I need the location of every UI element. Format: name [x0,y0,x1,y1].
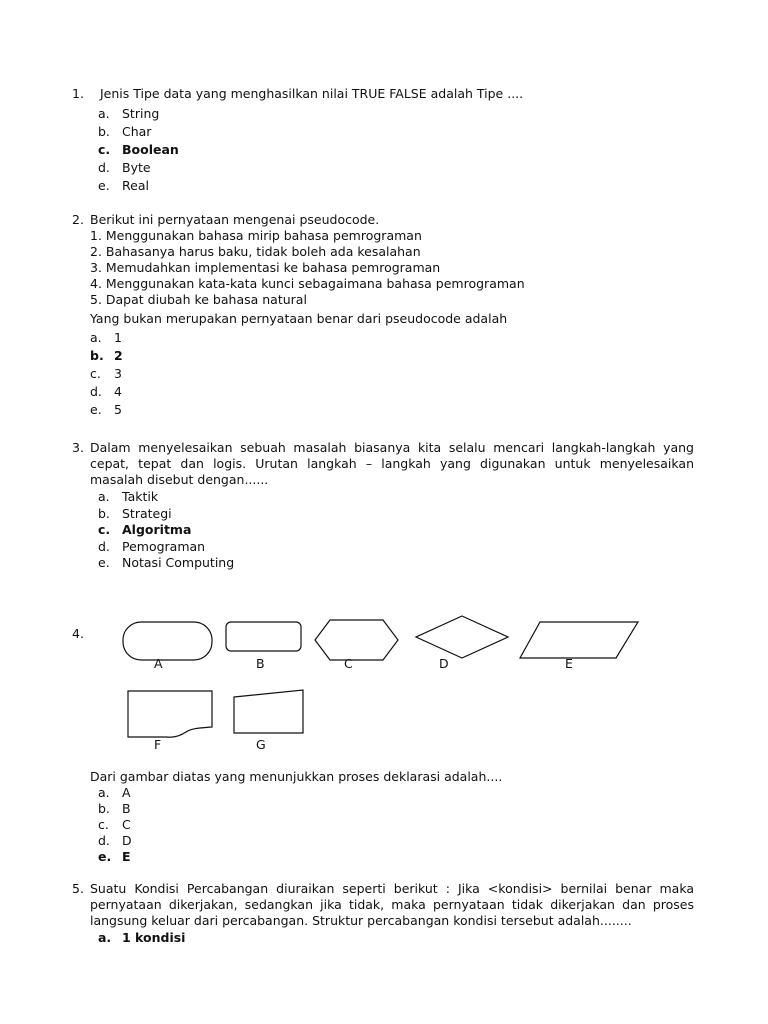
option-a-answer: a. 1 kondisi [98,930,186,945]
option-e: e. Notasi Computing [98,555,235,570]
question-4-number: 4. [72,626,84,641]
statement-5: 5. Dapat diubah ke bahasa natural [90,292,307,307]
option-e-answer: e. E [98,849,131,864]
question-5 [72,881,694,947]
option-b: b. Strategi [98,505,172,521]
option-a: a. A [98,785,131,800]
option-c-answer: c. Boolean [98,142,179,157]
option-list [72,929,694,947]
shape-label-d: D [439,656,449,671]
option-c: c. 3 [90,366,122,381]
question-number: 5. [72,881,84,896]
option-d: d. 4 [90,384,122,399]
statement-3: 3. Memudahkan implementasi ke bahasa pemrograman [90,260,441,275]
option-e: e. Real [98,178,149,193]
shape-label-a: A [154,656,163,671]
question-text: Suatu Kondisi Percabangan diuraikan seperti berikut : Jika <kondisi> bernilai benar maka pernyataan dikerjakan, sedangkan jika tidak, maka pernyataan tidak dikerjakan dan proses langsung keluar dari percabangan. Struktur percabangan kondisi tersebut adalah........ [90,881,694,928]
shape-c-hexagon [315,620,398,660]
shape-label-g: G [256,737,266,752]
option-b: b. Char [98,124,152,139]
question-number: 2. [72,212,84,227]
shape-f-document [128,691,212,737]
option-a: a. 1 [90,330,122,345]
option-list [72,785,694,865]
question-text: Jenis Tipe data yang menghasilkan nilai TRUE FALSE adalah Tipe .... [100,86,524,101]
shape-g-manual-input [234,690,303,733]
option-b-answer: b. 2 [90,348,123,363]
option-d: d. Byte [98,160,151,175]
shape-label-e: E [565,656,573,671]
option-c-answer: c. Algoritma [98,522,192,537]
statement-4: 4. Menggunakan kata-kata kunci sebagaimana bahasa pemrograman [90,276,525,291]
question-number: 1. [72,86,84,101]
option-d: d. D [98,833,132,848]
shape-e-parallelogram [520,622,638,658]
shape-d-diamond [416,616,508,658]
option-b: b. B [98,801,131,816]
question-text: Berikut ini pernyataan mengenai pseudocode. [90,212,380,227]
question-prompt: Dari gambar diatas yang menunjukkan proses deklarasi adalah.... [90,769,503,784]
shape-label-b: B [256,656,265,671]
option-a: a. Taktik [98,489,159,504]
option-c: c. C [98,817,131,832]
question-prompt: Yang bukan merupakan pernyataan benar dari pseudocode adalah [90,311,508,326]
option-d: d. Pemograman [98,538,206,554]
statement-2: 2. Bahasanya harus baku, tidak boleh ada kesalahan [90,244,421,259]
question-4 [72,769,694,865]
statement-1: 1. Menggunakan bahasa mirip bahasa pemrograman [90,228,422,243]
question-number: 3. [72,440,84,455]
shape-a-terminator [123,622,212,660]
question-text: Dalam menyelesaikan sebuah masalah biasanya kita selalu mencari langkah-langkah yang cepat, tepat dan logis. Urutan langkah – langkah yang digunakan untuk menyelesaikan masalah disebut dengan...... [90,440,694,487]
option-e: e. 5 [90,402,122,417]
shape-b-rounded-rect [226,622,301,651]
option-a: a. String [98,106,160,121]
shape-label-f: F [154,737,162,752]
shape-label-c: C [344,656,353,671]
